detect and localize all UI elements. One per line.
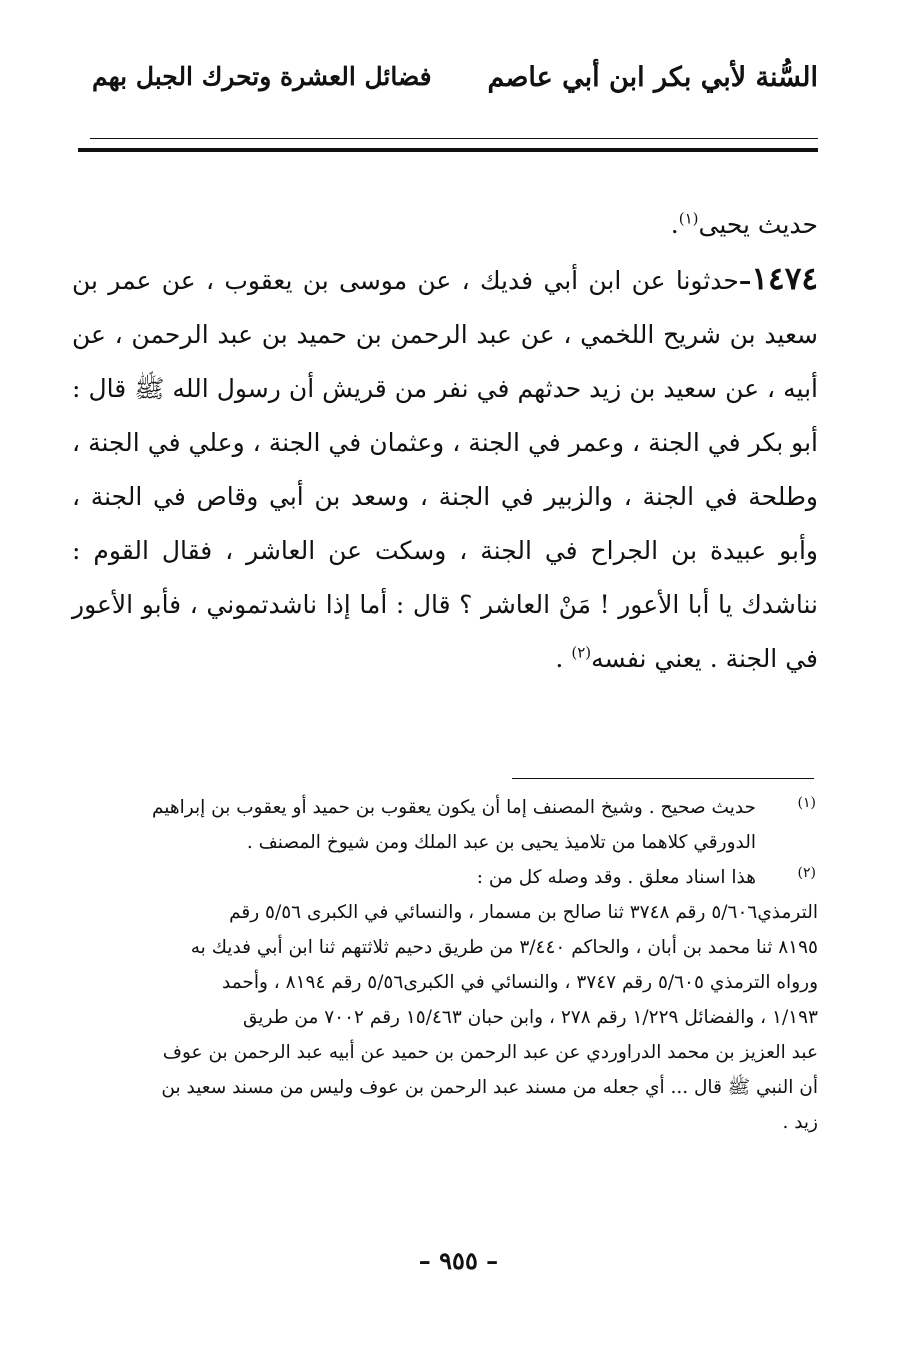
- hadith-dash: –: [738, 266, 752, 295]
- footnote-ref-2: (٢): [571, 643, 592, 662]
- page-number: – ٩٥٥ –: [418, 1246, 499, 1275]
- intro-text: حديث يحيى: [698, 210, 818, 239]
- footnote-separator: [512, 778, 814, 779]
- footnote-line: أن النبي ﷺ قال ... أي جعله من مسند عبد الرحمن بن عوف وليس من مسند سعيد بن: [161, 1077, 818, 1098]
- footnote-text: [72, 860, 756, 895]
- footnote-line: ٨١٩٥ ثنا محمد بن أبان ، والحاكم ٣/٤٤٠ من طريق دحيم ثلاثتهم ثنا ابن أبي فديك به: [190, 937, 818, 958]
- footnote-text: [72, 790, 756, 860]
- footnote-line: هذا اسناد معلق . وقد وصله كل من :: [476, 867, 756, 888]
- running-header: [92, 62, 818, 110]
- footnote-line: ورواه الترمذي ٥/٦٠٥ رقم ٣٧٤٧ ، والنسائي في الكبرى٥/٥٦ رقم ٨١٩٤ ، وأحمد: [222, 972, 818, 993]
- chapter-title: فضائل العشرة وتحرك الجبل بهم: [92, 62, 432, 91]
- footnotes: [72, 790, 818, 1140]
- footnote-line: حديث صحيح . وشيخ المصنف إما أن يكون يعقوب بن حميد أو يعقوب بن إبراهيم: [151, 797, 756, 818]
- main-text: [72, 198, 818, 686]
- footnote-1: [72, 790, 818, 860]
- hadith-text: حدثونا عن ابن أبي فديك ، عن موسى بن يعقوب ، عن عمر بن سعيد بن شريح اللخمي ، عن عبد الرحمن بن حميد بن عبد الرحمن ، عن أبيه ، عن سعيد بن زيد حدثهم في نفر من قريش أن رسول الله ﷺ قال : أبو بكر في الجنة ، وعمر في الجنة ، وعثمان في الجنة ، وعلي في الجنة ، وطلحة في الجنة ، والزبير في الجنة ، وسعد بن أبي وقاص في الجنة ، وأبو عبيدة بن الجراح في الجنة ، وسكت عن العاشر ، فقال القوم : نناشدك يا أبا الأعور ! مَنْ العاشر ؟ قال : أما إذا ناشدتموني ، فأبو الأعور في الجنة . يعني نفسه: [72, 266, 818, 673]
- footnote-2: [72, 860, 818, 895]
- footnote-line: عبد العزيز بن محمد الدراوردي عن عبد الرحمن بن حميد عن أبيه عبد الرحمن بن عوف: [162, 1042, 818, 1063]
- footnote-line: الدورقي كلاهما من تلاميذ يحيى بن عبد الملك ومن شيوخ المصنف .: [246, 832, 756, 853]
- header-rule-thick: [78, 148, 818, 152]
- footnote-line: ١/١٩٣ ، والفضائل ١/٢٢٩ رقم ٢٧٨ ، وابن حبان ١٥/٤٦٣ رقم ٧٠٠٢ من طريق: [242, 1007, 818, 1028]
- intro-end: .: [670, 210, 679, 239]
- book-title: السُّنة لأبي بكر ابن أبي عاصم: [487, 62, 818, 93]
- footnote-marker: (٢): [797, 865, 816, 881]
- hadith-number: ١٤٧٤: [751, 261, 818, 297]
- footnote-line: زيد .: [782, 1112, 818, 1133]
- footnote-2-continued: [72, 895, 818, 1140]
- header-rule-thin: [90, 138, 818, 139]
- hadith-end: .: [555, 644, 564, 673]
- footnote-ref-1: (١): [678, 209, 699, 228]
- footnote-line: الترمذي٥/٦٠٦ رقم ٣٧٤٨ ثنا صالح بن مسمار ، والنسائي في الكبرى ٥/٥٦ رقم: [229, 902, 818, 923]
- footnote-marker: (١): [797, 795, 816, 811]
- hadith-paragraph: [72, 252, 818, 686]
- section-intro: [72, 198, 818, 252]
